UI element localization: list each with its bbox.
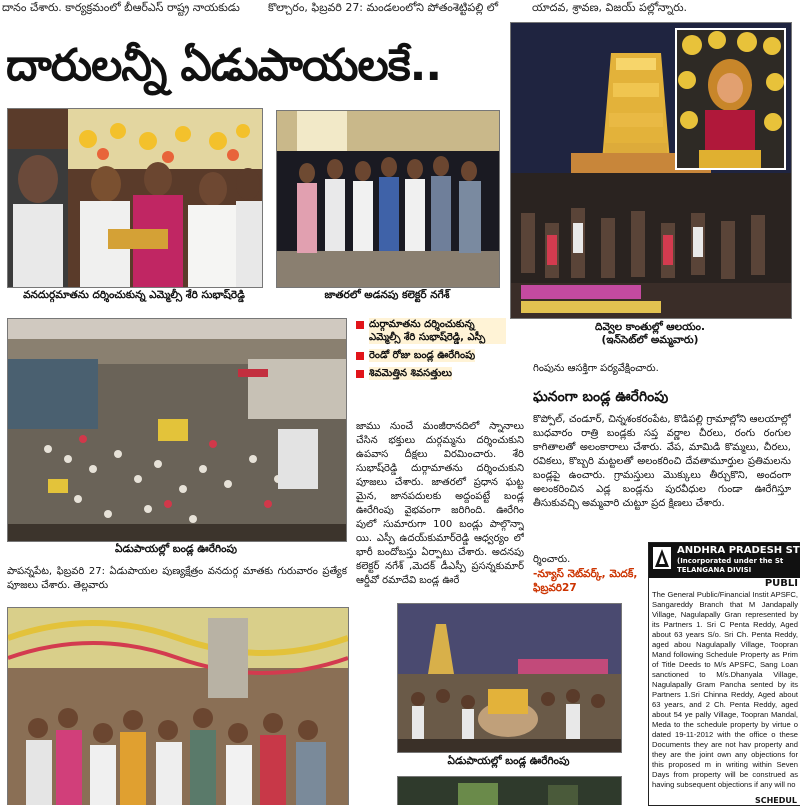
article-subhead: ఘనంగా బండ్ల ఊరేగింపు	[533, 389, 669, 405]
caption-temple-line1: దివ్వెల కాంతుల్లో ఆలయం.	[595, 321, 705, 333]
apsfc-logo-icon	[653, 547, 671, 569]
photo-mlc-darshan	[7, 108, 263, 288]
photo-inset-goddess	[675, 28, 786, 170]
bullet-text: దుర్గామాతను దర్శించుకున్న ఎమ్మెల్సీ శేరి సుభాష్‌రెడ్డి, ఎస్పీ	[369, 318, 506, 344]
ad-header	[649, 543, 800, 578]
top-text-col1: దానం చేశారు. కార్యక్రమంలో బీఆర్ఎస్ రాష్ట్ర నాయకుడు	[2, 1, 240, 14]
article-byline: -న్యూస్ నెట్‌వర్క్, మెదక్, ఫిబ్రవరి27	[533, 568, 638, 594]
photo-crowd-procession	[7, 318, 347, 542]
article-middle-column: జాము నుంచే మంజీరానదిలో స్నానాలు చేసిన భక్తులు దుర్గమ్మను దర్శించుకుని ఉపవాస దీక్షలు విరమించారు. శేరి సుభాష్‌రెడ్డి దుర్గామాతను దర్శించుకుని పూజలు చేశారు. జాతరలో ప్రధాన ఘట్ట మైన, జానపదులకు అద్దంపట్టే బండ్ల ఊరేగింపు వైభవంగా జరిగింది. ఊరేగిం పులో సుమారుగా 100 బండ్లు పాల్గొన్నా యి. ఎస్పీ ఉదయ్‌కుమార్‌రెడ్డి ఆధ్వర్యం లో భారీ బందోబస్తు ఏర్పాటు చేశారు. అదనపు కలెక్టర్ నగేశ్ ,మెదక్ డీఎస్పీ ప్రసన్నకుమార్ ఆర్డీవో రమాదేవి బండ్ల ఊరే	[356, 421, 524, 586]
ad-subtitle-1: (Incorporated under the St	[677, 557, 784, 565]
bullet-square-icon	[356, 352, 364, 360]
photo-bullock-carts	[397, 603, 622, 753]
bullet-item	[356, 367, 506, 380]
highlight-bullets	[356, 318, 506, 385]
article-bottom-lead: పాపన్నపేట, ఫిబ్రవరి 27: ఏడుపాయల పుణ్యక్షేత్రం వనదుర్గ మాతకు గురువారం ప్రత్యేక పూజలు చేశారు. తెల్లవారు	[7, 566, 347, 591]
photo-devotees-crowd	[7, 607, 349, 805]
photo-bottom-partial	[397, 776, 622, 805]
top-text-col3: యాదవ, శ్రావణ, విజయ్ పల్లోన్నారు.	[532, 1, 688, 14]
top-text-col2: కొల్చారం, ఫిబ్రవరి 27: మండలంలోని పోతంశెట్టిపల్లి లో	[268, 1, 499, 14]
caption-photo-mlc: వనదుర్గమాతను దర్శించుకున్న ఎమ్మెల్సీ శేరి సుభాష్‌రెడ్డి	[23, 289, 245, 301]
caption-photo-carts: ఏడుపాయల్లో బండ్ల ఊరేగింపు	[447, 755, 570, 767]
ad-title: ANDHRA PRADESH ST	[677, 545, 800, 556]
ad-schedule-heading: SCHEDUL	[754, 796, 797, 805]
article-right-intro: గింపును ఆసక్తిగా పర్యవేక్షించారు.	[533, 363, 659, 374]
ad-public-heading: PUBLI	[764, 578, 798, 589]
headline: దారులన్నీ ఏడుపాయలకే..	[6, 40, 442, 91]
caption-temple	[510, 321, 790, 347]
bullet-text: శివమెత్తిన శివసత్తులు	[369, 368, 452, 379]
bullet-square-icon	[356, 370, 364, 378]
article-right-column: కొప్పోల్, చండూర్, చిన్నశంకరంపేట, కొడిపల్లి గ్రామాల్లోని ఆలయాల్లో బుధవారం రాత్రి బండ్లకు సప్త వర్ణాల చీరలు, రంగు రంగుల కాగితాలతో అలంకారాలు చేశారు. వేప, మామిడి కొమ్మలు, చీరలు, రవికలు, కొబ్బరి మట్టలతో అలంకరించి దేవతామూర్తుల ప్రతిమలను బండ్లపై ఉంచారు. గ్రామస్తులు మొక్కులు తీర్చుకొని, అందంగా అలంకరించిన ఎడ్ల బండ్లను పురవీధుల గుండా ఊరేగిస్తూ తీసుకువచ్చి అమ్మవారి చుట్టూ ప్రద క్షిణలు చేశారు.	[533, 414, 791, 509]
ad-subtitle-2: TELANGANA DIVISI	[677, 566, 752, 574]
bullet-item	[356, 349, 506, 362]
photo-collector-jatara	[276, 110, 500, 288]
ad-body-text: The General Public/Financial Instit APSFC, Sangareddy Branch that M Jandapally Village, Nagulapally Gran represented by its Partners 1. Sri C Penta Reddy, Aged about 63 years S/o. Sri Ch. Penta Reddy, aged abou Nagulapally Village, Toopran Mand following Schedule Property as Prim of Title Deeds to M/s APSFC, Sang Loan sanctioned to M/s.Dhanyala Village, Nagulapally Gram Pancha sented by its Partners 1.Sri Chinna Reddy, Aged about 63 years, and 2 Ch. Penta Reddy, aged about 54 ye pally Village, Toopran Mandal, Meda to the schedule property by virtue o dated 19-11-2012 with the office o these Documents they are not hav property and they are the joint own any objections for this proposed m in writing within Seven Days from property will be construed as having subsequent objections if any will no	[652, 590, 798, 789]
top-text-strip	[0, 0, 800, 18]
article-right-tail: ర్శించారు.	[533, 554, 571, 565]
bullet-square-icon	[356, 321, 364, 329]
bullet-item	[356, 318, 506, 344]
caption-temple-line2: (ఇన్‌సెట్‌లో అమ్మవారు)	[601, 334, 699, 346]
legal-notice-advertisement	[648, 542, 800, 806]
caption-photo-collector: జాతరలో అడనపు కలెక్టర్ నగేశ్	[324, 289, 450, 301]
bullet-text: రెండో రోజు బండ్ల ఊరేగింపు	[369, 350, 476, 361]
caption-photo-procession: ఏడుపాయల్లో బండ్ల ఊరేగింపు	[115, 543, 237, 555]
